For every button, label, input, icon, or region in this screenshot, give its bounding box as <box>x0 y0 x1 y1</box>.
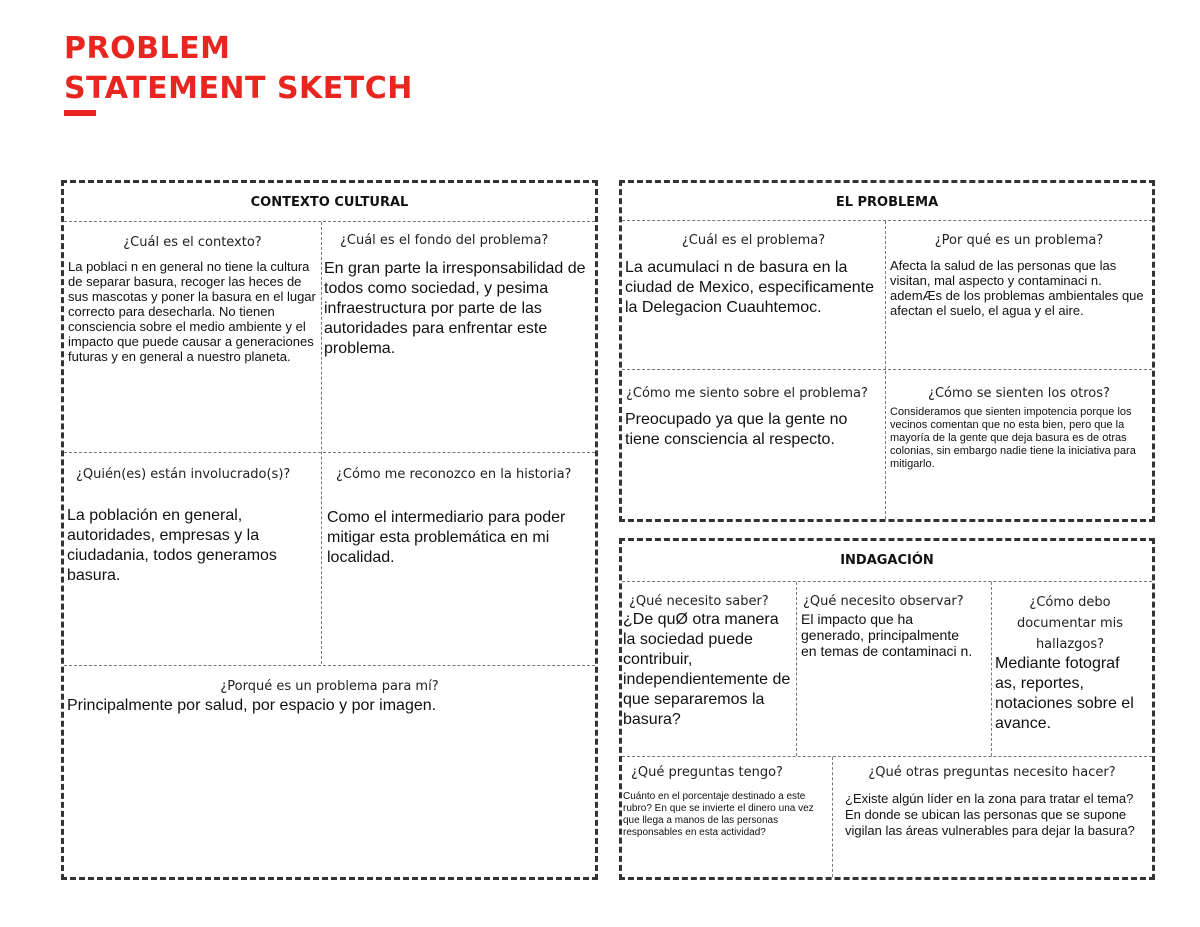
indagacion-title: INDAGACIÓN <box>840 553 934 568</box>
question-como-sienten-otros: ¿Cómo se sienten los otros? <box>928 386 1110 401</box>
answer-preguntas-tengo: Cuánto en el porcentaje destinado a este rubro? En que se invierte el dinero una vez que llega a manos de las personas responsables en esta actividad? <box>623 791 814 838</box>
question-preguntas-tengo: ¿Qué preguntas tengo? <box>631 765 783 780</box>
divider <box>622 581 1152 582</box>
question-involucrados: ¿Quién(es) están involucrado(s)? <box>76 467 291 482</box>
question-necesito-saber: ¿Qué necesito saber? <box>629 594 769 609</box>
divider <box>622 756 1152 757</box>
divider <box>64 452 595 453</box>
question-como-me-siento: ¿Cómo me siento sobre el problema? <box>626 386 868 401</box>
answer-reconozco: Como el intermediario para poder mitigar esta problemática en mi localidad. <box>327 509 566 566</box>
question-necesito-observar: ¿Qué necesito observar? <box>803 594 964 609</box>
answer-como-sienten-otros: Consideramos que sienten impotencia porque los vecinos comentan que no esta bien, pero que la mayoría de la gente que deja basura es de otras colonias, sin embargo nadie tiene la iniciativa para mitigarlo. <box>890 406 1136 470</box>
answer-documentar: Mediante fotograf as, reportes, notaciones sobre el avance. <box>995 655 1134 732</box>
answer-por-que-problema: Afecta la salud de las personas que las visitan, mal aspecto y contaminaci n. ademÆs de los problemas ambientales que afectan el suelo, el agua y el aire. <box>890 258 1144 318</box>
divider <box>64 665 595 666</box>
question-reconozco: ¿Cómo me reconozco en la historia? <box>336 467 572 482</box>
title-line-1: PROBLEM <box>64 31 231 66</box>
divider <box>64 221 595 222</box>
divider <box>321 222 322 664</box>
title-accent-bar <box>64 110 96 116</box>
divider <box>796 582 797 756</box>
divider <box>622 369 1152 370</box>
answer-fondo: En gran parte la irresponsabilidad de todos como sociedad, y pesima infraestructura por parte de las autoridades para enfrentar este problema. <box>324 260 586 357</box>
question-otras-preguntas: ¿Qué otras preguntas necesito hacer? <box>868 765 1116 780</box>
question-fondo: ¿Cuál es el fondo del problema? <box>340 233 549 248</box>
question-por-que-problema: ¿Por qué es un problema? <box>934 233 1104 248</box>
question-problema-para-mi: ¿Porqué es un problema para mí? <box>220 679 439 694</box>
question-contexto: ¿Cuál es el contexto? <box>123 235 262 250</box>
divider <box>622 220 1152 221</box>
el-problema-title: EL PROBLEMA <box>835 195 939 210</box>
answer-problema-para-mi: Principalmente por salud, por espacio y por imagen. <box>67 697 437 714</box>
answer-involucrados: La población en general, autoridades, empresas y la ciudadania, todos generamos basura. <box>67 507 277 584</box>
answer-necesito-observar: El impacto que ha generado, principalmente en temas de contaminaci n. <box>801 611 973 659</box>
question-cual-problema: ¿Cuál es el problema? <box>681 233 826 248</box>
answer-contexto: La poblaci n en general no tiene la cultura de separar basura, recoger las heces de sus mascotas y poner la basura en el lugar correcto para desecharla. No tienen consciencia sobre el medio ambiente y el impacto que puede causar a generaciones futuras y en general a nuestro planeta. <box>68 259 316 364</box>
answer-otras-preguntas: ¿Existe algún líder en la zona para tratar el tema? En donde se ubican las personas que se supone vigilan las áreas vulnerables para dejar la basura? <box>845 791 1135 838</box>
divider <box>885 221 886 519</box>
answer-como-me-siento: Preocupado ya que la gente no tiene consciencia al respecto. <box>625 411 848 448</box>
answer-necesito-saber: ¿De quØ otra manera la sociedad puede contribuir, independientemente de que separaremos la basura? <box>623 611 791 728</box>
answer-cual-problema: La acumulaci n de basura en la ciudad de Mexico, especificamente la Delegacion Cuauhtemoc. <box>625 259 875 316</box>
title-line-2: STATEMENT SKETCH <box>64 71 413 106</box>
question-documentar: ¿Cómo debo documentar mis hallazgos? <box>1016 595 1124 652</box>
divider <box>991 582 992 756</box>
contexto-cultural-title: CONTEXTO CULTURAL <box>250 195 409 210</box>
